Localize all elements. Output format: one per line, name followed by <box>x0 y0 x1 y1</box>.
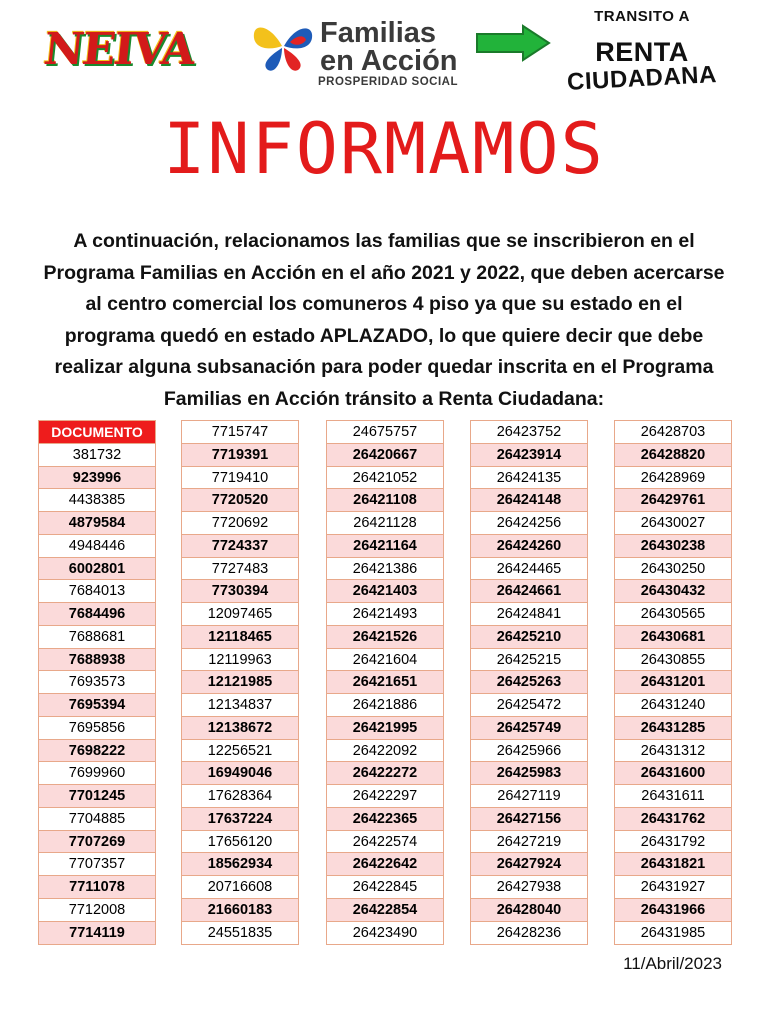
document-cell: 26425983 <box>471 762 587 785</box>
document-cell: 923996 <box>39 467 155 490</box>
document-cell: 26422642 <box>327 853 443 876</box>
document-cell: 26430681 <box>615 626 731 649</box>
document-cell: 26422845 <box>327 876 443 899</box>
renta-ciudadana-logo <box>558 6 726 98</box>
document-cell: 26431285 <box>615 717 731 740</box>
document-cell: 26421403 <box>327 580 443 603</box>
document-cell: 26420667 <box>327 444 443 467</box>
document-cell: 4438385 <box>39 489 155 512</box>
familias-title-line1: Familias <box>320 17 437 49</box>
document-cell: 26431966 <box>615 899 731 922</box>
document-cell: 7688681 <box>39 626 155 649</box>
document-cell: 7707269 <box>39 831 155 854</box>
document-cell: 381732 <box>39 444 155 467</box>
document-cell: 26423914 <box>471 444 587 467</box>
document-cell: 26421386 <box>327 558 443 581</box>
document-cell: 26424661 <box>471 580 587 603</box>
document-cell: 26421164 <box>327 535 443 558</box>
document-cell: 26427924 <box>471 853 587 876</box>
document-cell: 26424135 <box>471 467 587 490</box>
document-cell: 26424256 <box>471 512 587 535</box>
document-cell: 26428703 <box>615 421 731 444</box>
document-cell: 26431792 <box>615 831 731 854</box>
document-cell: 7701245 <box>39 785 155 808</box>
document-cell: 7699960 <box>39 762 155 785</box>
document-cell: 7695394 <box>39 694 155 717</box>
document-cell: 7720520 <box>182 489 298 512</box>
document-cell: 26430565 <box>615 603 731 626</box>
document-cell: 21660183 <box>182 899 298 922</box>
document-cell: 26431985 <box>615 922 731 945</box>
document-cell: 12119963 <box>182 649 298 672</box>
document-cell: 26422854 <box>327 899 443 922</box>
document-cell: 26425472 <box>471 694 587 717</box>
document-cell: 26425966 <box>471 740 587 763</box>
document-cell: 26423752 <box>471 421 587 444</box>
arrow-right-icon <box>475 24 551 62</box>
document-cell: 7693573 <box>39 671 155 694</box>
familias-title-line2: en Acción <box>320 45 458 77</box>
document-cell: 26427219 <box>471 831 587 854</box>
document-cell: 7719391 <box>182 444 298 467</box>
document-cell: 12097465 <box>182 603 298 626</box>
document-cell: 26422365 <box>327 808 443 831</box>
document-cell: 26421995 <box>327 717 443 740</box>
document-cell: 26424260 <box>471 535 587 558</box>
document-cell: 26431240 <box>615 694 731 717</box>
document-cell: 26430238 <box>615 535 731 558</box>
document-cell: 12138672 <box>182 717 298 740</box>
headline: INFORMAMOS <box>163 108 605 190</box>
document-cell: 26421651 <box>327 671 443 694</box>
document-cell: 26425210 <box>471 626 587 649</box>
document-cell: 7714119 <box>39 922 155 945</box>
transito-label: TRANSITO A <box>594 8 690 25</box>
document-cell: 7719410 <box>182 467 298 490</box>
document-cell: 26431201 <box>615 671 731 694</box>
document-cell: 26424841 <box>471 603 587 626</box>
document-cell: 26421526 <box>327 626 443 649</box>
prosperidad-social-label: PROSPERIDAD SOCIAL <box>318 76 458 88</box>
document-cell: 26430027 <box>615 512 731 535</box>
neiva-logo <box>41 20 196 80</box>
column-header: DOCUMENTO <box>39 421 155 444</box>
document-cell: 7684013 <box>39 580 155 603</box>
document-cell: 17637224 <box>182 808 298 831</box>
document-cell: 26427119 <box>471 785 587 808</box>
document-cell: 12118465 <box>182 626 298 649</box>
document-cell: 7730394 <box>182 580 298 603</box>
document-cell: 12256521 <box>182 740 298 763</box>
document-cell: 26421128 <box>327 512 443 535</box>
document-cell: 26430250 <box>615 558 731 581</box>
document-cell: 26431600 <box>615 762 731 785</box>
familias-en-accion-logo <box>250 16 472 92</box>
documents-column-3 <box>326 420 444 945</box>
document-cell: 7711078 <box>39 876 155 899</box>
documents-column-4 <box>470 420 588 945</box>
document-cell: 26423490 <box>327 922 443 945</box>
document-cell: 7724337 <box>182 535 298 558</box>
document-cell: 7720692 <box>182 512 298 535</box>
document-cell: 26431312 <box>615 740 731 763</box>
document-cell: 26428040 <box>471 899 587 922</box>
document-cell: 17628364 <box>182 785 298 808</box>
document-cell: 7684496 <box>39 603 155 626</box>
document-cell: 26422092 <box>327 740 443 763</box>
document-cell: 26424465 <box>471 558 587 581</box>
document-cell: 7715747 <box>182 421 298 444</box>
document-cell: 7695856 <box>39 717 155 740</box>
publication-date: 11/Abril/2023 <box>623 954 722 973</box>
document-cell: 18562934 <box>182 853 298 876</box>
document-cell: 26428820 <box>615 444 731 467</box>
document-cell: 7707357 <box>39 853 155 876</box>
document-cell: 26431821 <box>615 853 731 876</box>
document-cell: 20716608 <box>182 876 298 899</box>
documents-column-2 <box>181 420 299 945</box>
document-cell: 24675757 <box>327 421 443 444</box>
document-cell: 26422297 <box>327 785 443 808</box>
document-cell: 7712008 <box>39 899 155 922</box>
renta-label: RENTA <box>595 37 689 67</box>
document-cell: 26428236 <box>471 922 587 945</box>
document-cell: 26422574 <box>327 831 443 854</box>
document-cell: 7704885 <box>39 808 155 831</box>
document-cell: 26431762 <box>615 808 731 831</box>
document-cell: 26431611 <box>615 785 731 808</box>
document-cell: 26425749 <box>471 717 587 740</box>
ciudadana-label: CIUDADANA <box>566 61 718 96</box>
document-cell: 26421886 <box>327 694 443 717</box>
document-cell: 26427938 <box>471 876 587 899</box>
butterfly-icon <box>250 20 316 72</box>
document-cell: 12121985 <box>182 671 298 694</box>
document-cell: 26421604 <box>327 649 443 672</box>
document-cell: 26429761 <box>615 489 731 512</box>
document-cell: 7727483 <box>182 558 298 581</box>
document-cell: 4948446 <box>39 535 155 558</box>
document-cell: 4879584 <box>39 512 155 535</box>
document-cell: 26421493 <box>327 603 443 626</box>
document-cell: 6002801 <box>39 558 155 581</box>
document-cell: 26430855 <box>615 649 731 672</box>
notice-paragraph: A continuación, relacionamos las familias que se inscribieron en el Programa Familias en Acción en el año 2021 y 2022, que deben acercarse al centro comercial los comuneros 4 piso ya que su estado en el programa quedó en estado APLAZADO, lo que quiere decir que debe realizar alguna subsanación para poder quedar inscrita en el Programa Familias en Acción tránsito a Renta Ciudadana: <box>43 230 725 410</box>
document-cell: 7688938 <box>39 649 155 672</box>
neiva-logo-text: NEIVA <box>41 24 196 75</box>
document-cell: 26425263 <box>471 671 587 694</box>
document-cell: 12134837 <box>182 694 298 717</box>
document-cell: 24551835 <box>182 922 298 945</box>
document-cell: 26430432 <box>615 580 731 603</box>
document-cell: 7698222 <box>39 740 155 763</box>
document-cell: 26427156 <box>471 808 587 831</box>
document-cell: 16949046 <box>182 762 298 785</box>
document-cell: 26425215 <box>471 649 587 672</box>
document-cell: 26431927 <box>615 876 731 899</box>
document-cell: 26422272 <box>327 762 443 785</box>
document-cell: 26428969 <box>615 467 731 490</box>
document-cell: 26424148 <box>471 489 587 512</box>
document-cell: 17656120 <box>182 831 298 854</box>
documents-column-5 <box>614 420 732 945</box>
documents-column-1 <box>38 420 156 945</box>
document-cell: 26421108 <box>327 489 443 512</box>
document-cell: 26421052 <box>327 467 443 490</box>
